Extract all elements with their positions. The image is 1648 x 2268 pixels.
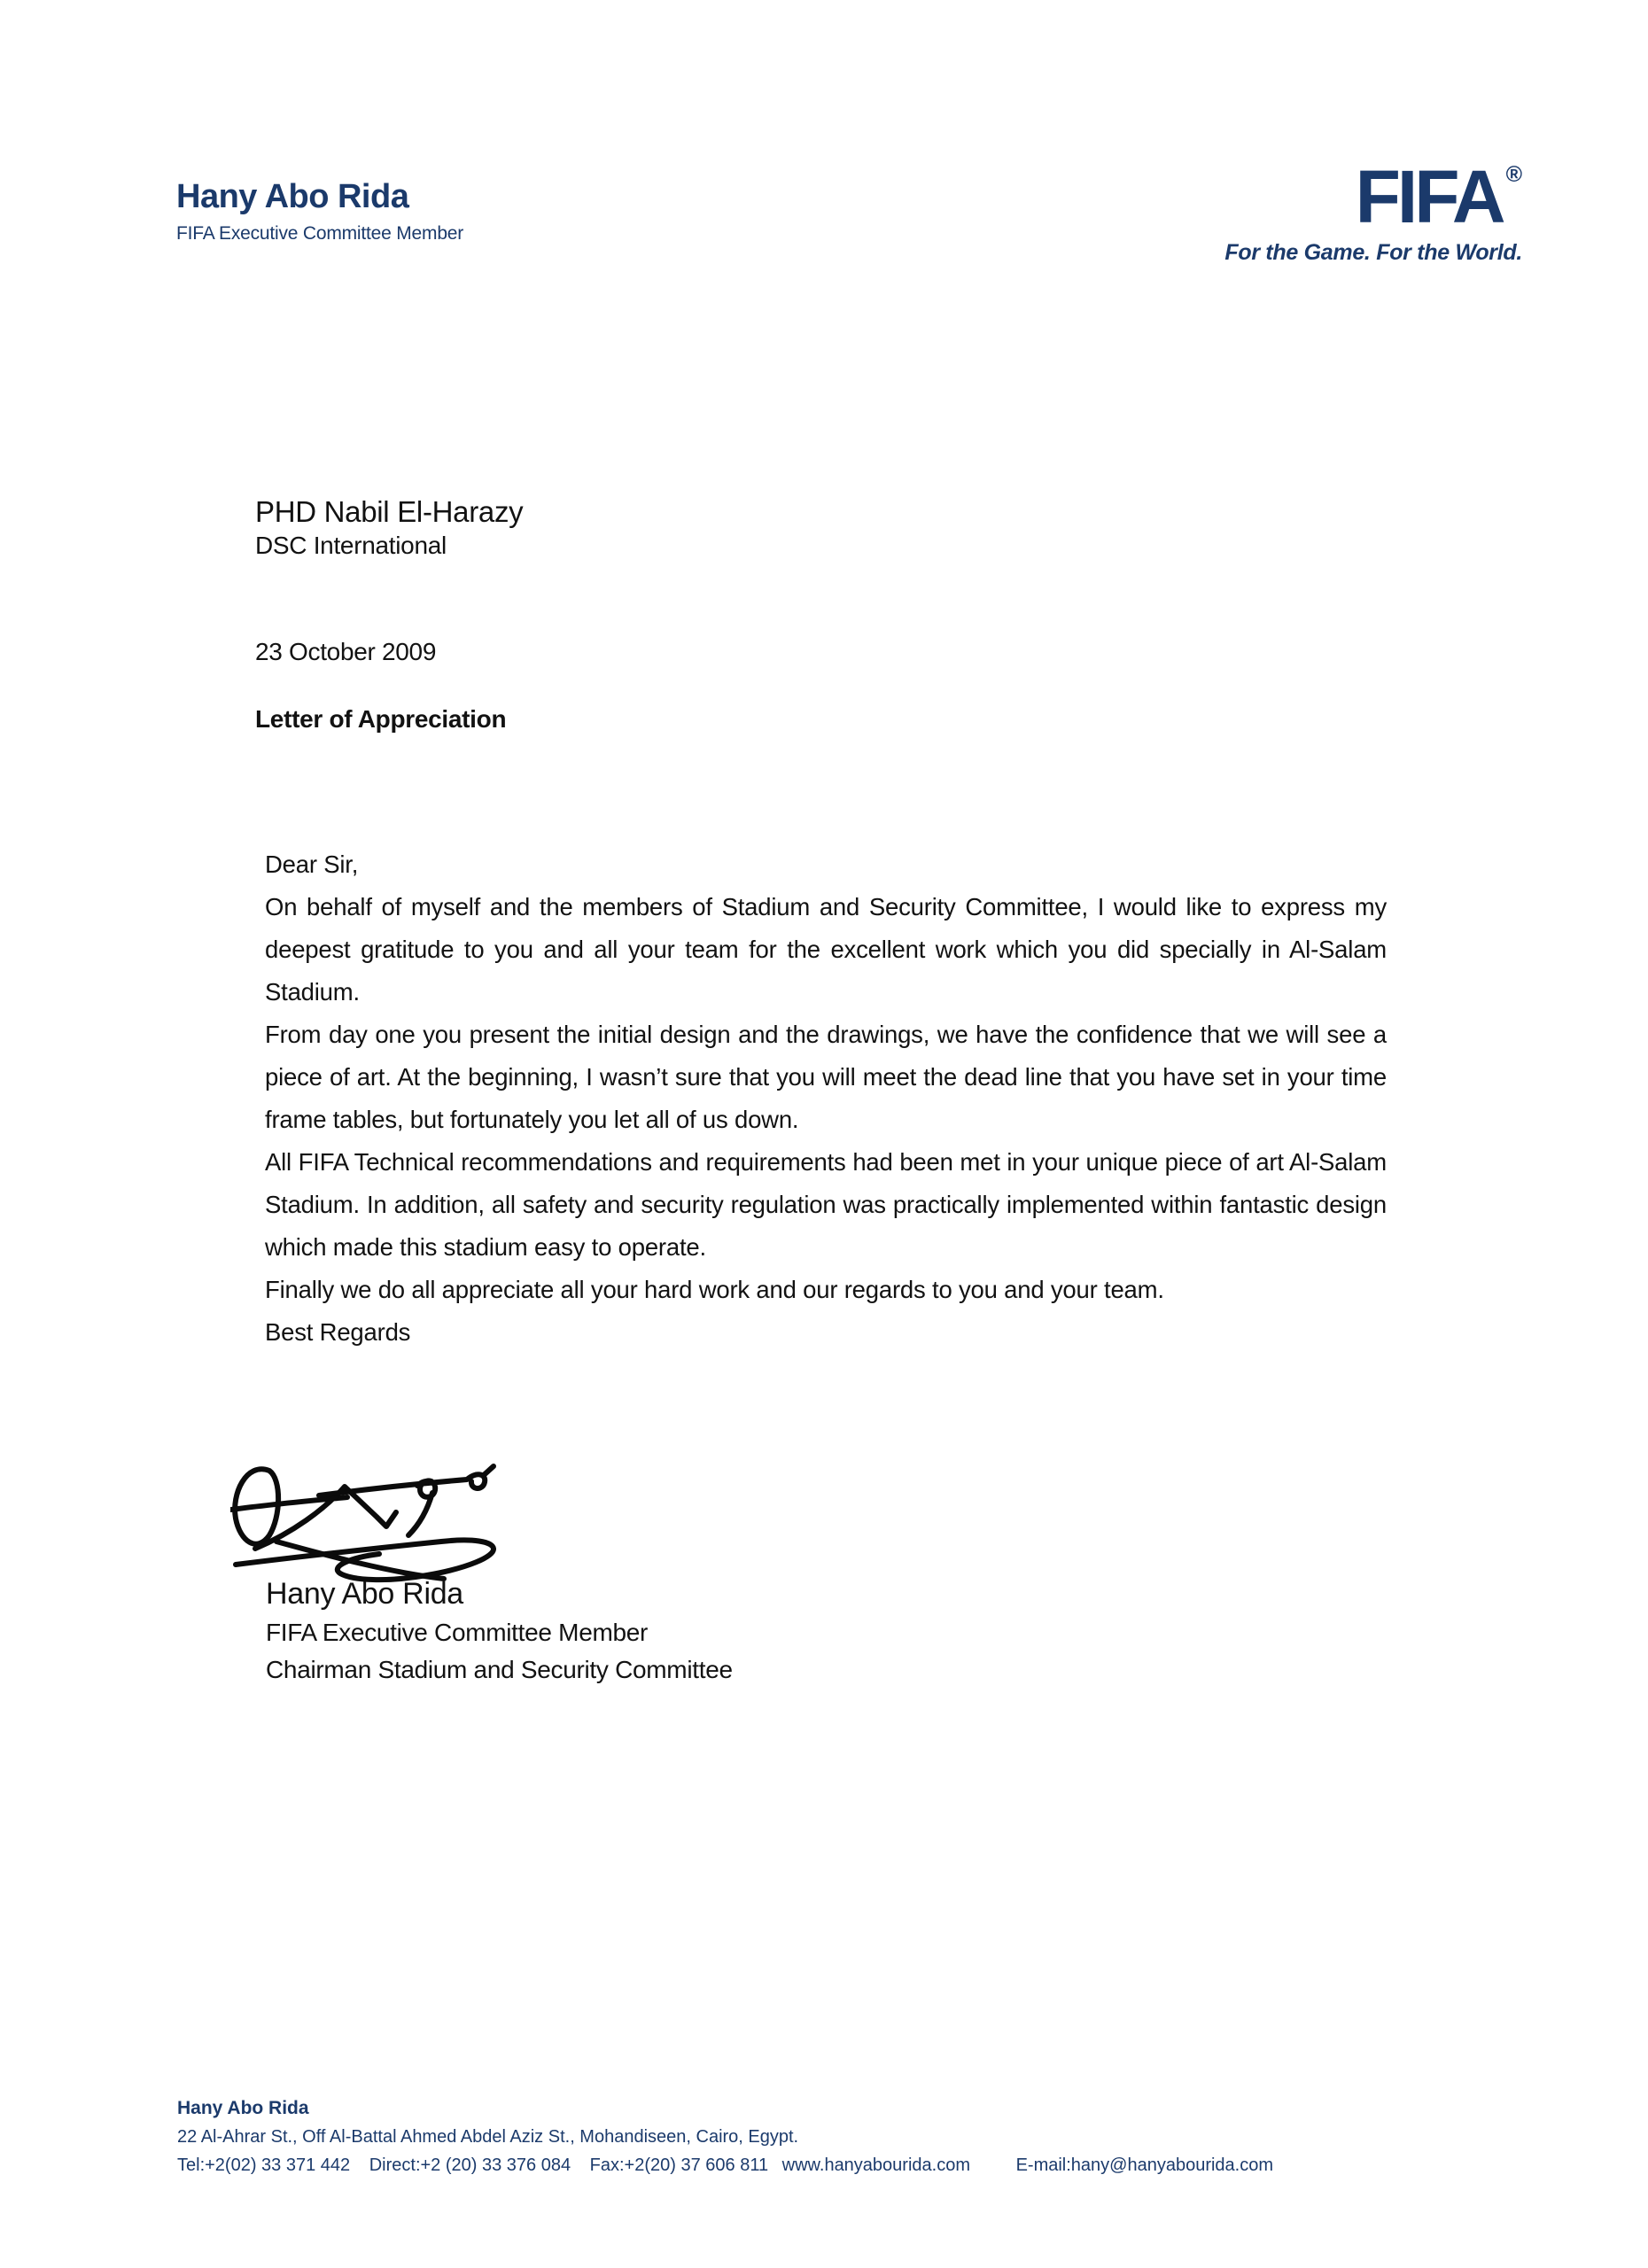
paragraph-2: From day one you present the initial design and the drawings, we have the confidence that we will see a piece of art. At the beginning, I wasn’t sure that you will meet the dead line that you have set in your time frame tables, but fortunately you let all of us down. bbox=[265, 1021, 1387, 1133]
signer-title-2: Chairman Stadium and Security Committee bbox=[266, 1656, 733, 1683]
footer-fax: Fax:+2(20) 37 606 811 bbox=[589, 2155, 769, 2175]
paragraph-3: All FIFA Technical recommendations and requirements had been met in your unique piece of art Al-Salam Stadium. In addition, all safety and security regulation was practically implemented within fantastic design which made this stadium easy to operate. bbox=[265, 1148, 1387, 1261]
salutation: Dear Sir, bbox=[265, 850, 359, 878]
footer-website: www.hanyabourida.com bbox=[781, 2155, 970, 2175]
recipient-name: PHD Nabil El-Harazy bbox=[255, 495, 524, 528]
fifa-wordmark bbox=[1224, 135, 1522, 237]
letterhead-subtitle: FIFA Executive Committee Member bbox=[176, 223, 464, 244]
footer-contacts bbox=[177, 2151, 1273, 2179]
signature-stroke bbox=[408, 1493, 432, 1535]
footer-name: Hany Abo Rida bbox=[177, 2098, 309, 2118]
footer-email: E-mail:hany@hanyabourida.com bbox=[1015, 2155, 1274, 2175]
letter-subject: Letter of Appreciation bbox=[255, 705, 507, 733]
signature-stroke bbox=[484, 1466, 494, 1475]
signer-title-1: FIFA Executive Committee Member bbox=[266, 1619, 649, 1646]
footer-direct: Direct:+2 (20) 33 376 084 bbox=[369, 2155, 571, 2175]
signer-name: Hany Abo Rida bbox=[266, 1577, 463, 1611]
valediction: Best Regards bbox=[265, 1318, 411, 1346]
fifa-logo bbox=[1224, 135, 1522, 266]
recipient-block bbox=[255, 494, 523, 562]
fifa-tagline: For the Game. For the World. bbox=[1224, 240, 1522, 265]
footer-tel: Tel:+2(02) 33 371 442 bbox=[177, 2155, 351, 2175]
registered-trademark-icon: ® bbox=[1505, 162, 1522, 187]
paragraph-1: On behalf of myself and the members of Stadium and Security Committee, I would like to express my deepest gratitude to you and all your team for the excellent work which you did specially in Al-Salam Stadium. bbox=[265, 893, 1387, 1006]
paragraph-4: Finally we do all appreciate all your hard work and our regards to you and your team. bbox=[265, 1276, 1164, 1303]
signature-image bbox=[230, 1460, 496, 1584]
footer bbox=[177, 2094, 1273, 2179]
recipient-organization: DSC International bbox=[255, 532, 447, 559]
letterhead-name: Hany Abo Rida bbox=[176, 178, 409, 215]
letterhead bbox=[176, 177, 463, 245]
signer-block bbox=[266, 1573, 733, 1689]
fifa-wordmark-text: FIFA bbox=[1355, 155, 1503, 238]
footer-address: 22 Al-Ahrar St., Off Al-Battal Ahmed Abdel Aziz St., Mohandiseen, Cairo, Egypt. bbox=[177, 2127, 799, 2147]
letter-date: 23 October 2009 bbox=[255, 638, 437, 665]
letter-body bbox=[265, 843, 1387, 1354]
